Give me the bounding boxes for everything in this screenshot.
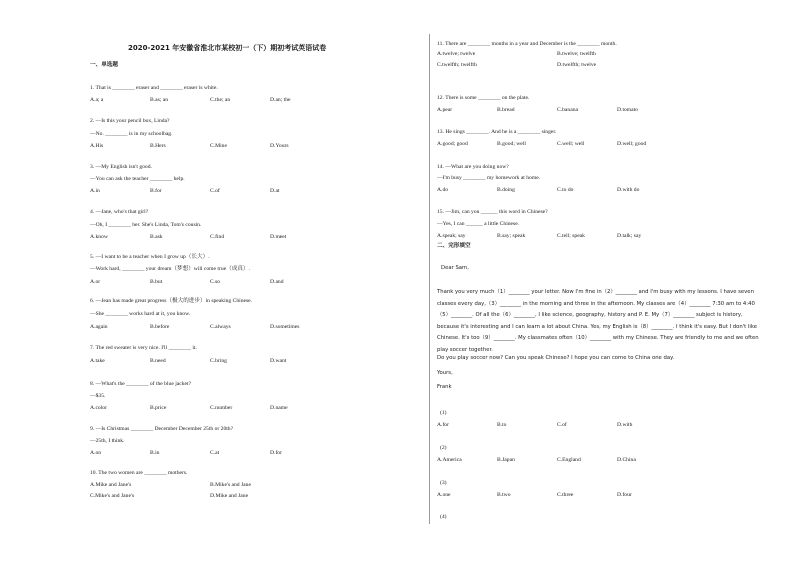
left-column <box>90 0 422 562</box>
option[interactable]: C.of <box>210 188 220 194</box>
question-stem: —You can ask the teacher ________ help. <box>90 176 185 182</box>
option[interactable]: B.two <box>497 492 511 498</box>
options-row <box>437 107 757 114</box>
options-row <box>437 62 757 69</box>
option[interactable]: D.for <box>270 450 282 456</box>
option[interactable]: B.Hers <box>150 143 166 149</box>
question-stem: —She ________ works hard at it, you know. <box>90 311 191 317</box>
question-stem: 6. —Jean has made great progress（极大的进步）in speaking Chinese. <box>90 298 253 304</box>
letter-yours: Yours, <box>437 370 453 376</box>
option[interactable]: C.always <box>210 324 231 330</box>
section-cloze: 二、完形填空 <box>437 243 471 249</box>
question-stem: 13. He sings ________. And he is a ________ singer. <box>437 129 557 135</box>
question-stem: 3. —My English isn't good. <box>90 164 152 170</box>
options-row <box>90 405 410 412</box>
page-title: 2020-2021 年安徽省淮北市某校初一（下）期初考试英语试卷 <box>128 44 327 52</box>
option[interactable]: D.meet <box>270 234 287 240</box>
question-stem: —I'm busy ________ my homework at home. <box>437 175 541 181</box>
options-row <box>437 492 757 499</box>
option[interactable]: C.twelfth; twelfth <box>437 62 477 68</box>
option[interactable]: D.talk; say <box>617 233 642 239</box>
option[interactable]: A.know <box>90 234 108 240</box>
option[interactable]: A.twelve; twelve <box>437 51 476 57</box>
option[interactable]: C.tell; speak <box>557 233 585 239</box>
option[interactable]: A.or <box>90 279 101 285</box>
section-single-choice: 一、单选题 <box>90 62 118 68</box>
option[interactable]: C.the; an <box>210 97 231 103</box>
options-row <box>90 234 410 241</box>
option[interactable]: D.an; the <box>270 97 291 103</box>
letter-signature: Frank <box>437 384 452 390</box>
option[interactable]: A.good; good <box>437 141 468 147</box>
question-stem: 14. —What are you doing now? <box>437 164 509 170</box>
option[interactable]: C.Mine <box>210 143 227 149</box>
options-row <box>90 97 410 104</box>
option[interactable]: D.with <box>617 422 633 428</box>
option[interactable]: B.to <box>497 422 507 428</box>
option[interactable]: A.on <box>90 450 102 456</box>
cloze-number: (1) <box>440 410 447 416</box>
option[interactable]: B.say; speak <box>497 233 526 239</box>
option[interactable]: B.for <box>150 188 162 194</box>
options-row <box>90 358 410 365</box>
options-row <box>437 422 757 429</box>
option[interactable]: C.to do <box>557 187 574 193</box>
question-stem: —Oh, I ________ her. She's Linda, Tom's cousin. <box>90 222 202 228</box>
option[interactable]: D.Yours <box>270 143 289 149</box>
option[interactable]: D.want <box>270 358 287 364</box>
options-row <box>437 51 757 58</box>
option[interactable]: C.bring <box>210 358 227 364</box>
option[interactable]: B.price <box>150 405 167 411</box>
options-row <box>437 233 757 240</box>
option[interactable]: A.in <box>90 188 100 194</box>
options-row <box>90 324 410 331</box>
option[interactable]: C.number <box>210 405 233 411</box>
option[interactable]: C.well; well <box>557 141 585 147</box>
question-stem: —25th, I think. <box>90 438 125 444</box>
question-stem: 4. —Jane, who's that girl? <box>90 209 149 215</box>
option[interactable]: B.good; well <box>497 141 526 147</box>
option[interactable]: A.do <box>437 187 449 193</box>
options-row <box>90 188 410 195</box>
option[interactable]: B.before <box>150 324 170 330</box>
option[interactable]: A.take <box>90 358 105 364</box>
options-row <box>90 450 410 457</box>
letter-body: Thank you very much（1）________ your letter. Now I'm fine in（2）________ and I'm busy with my lessons. I have seven classes every day,（3）________ in the morning and three in the afternoon. My classes are（4）________ 7:30 am to 4:40（5）________. Of all the（6）________, I like science, geography, history and P. E. My（7）________ subject is history, because it's interesting and I can learn a lot about China. Yes, my English is（8）________. I think it's easy. But I don't like Chinese. It's too（9）________. My classmates often（10）________ with my Chinese. They are friendly to me and we often play soccer together. <box>437 289 759 353</box>
option[interactable]: A.a; a <box>90 97 104 103</box>
option[interactable]: C.three <box>557 492 574 498</box>
option[interactable]: D.at <box>270 188 280 194</box>
option[interactable]: D.tomato <box>617 107 638 113</box>
cloze-number: (2) <box>440 445 447 451</box>
option[interactable]: D.four <box>617 492 632 498</box>
options-row <box>437 187 757 194</box>
options-row <box>90 482 410 489</box>
option[interactable]: A.for <box>437 422 449 428</box>
option[interactable]: D.and <box>270 279 284 285</box>
option[interactable]: B.doing <box>497 187 515 193</box>
option[interactable]: D.China <box>617 457 636 463</box>
option[interactable]: B.need <box>150 358 166 364</box>
question-stem: —No. ________ is in my schoolbag. <box>90 131 173 137</box>
letter-greeting: Dear Sam, <box>441 265 469 271</box>
option[interactable]: C.banana <box>557 107 578 113</box>
option[interactable]: C.so <box>210 279 221 285</box>
option[interactable]: B.in <box>150 450 160 456</box>
cloze-number: (4) <box>440 514 447 520</box>
option[interactable]: D.with do <box>617 187 640 193</box>
option[interactable]: A.again <box>90 324 108 330</box>
option[interactable]: B.but <box>150 279 163 285</box>
option[interactable]: B.Japan <box>497 457 515 463</box>
question-stem: 2. —Is this your pencil box, Linda? <box>90 118 170 124</box>
question-stem: 1. That is ________ eraser and ________ eraser is white. <box>90 85 218 91</box>
option[interactable]: A.color <box>90 405 107 411</box>
question-stem: 10. The two women are ________ mothers. <box>90 470 188 476</box>
question-stem: —Work hard, ________ your dream（梦想）will come true（成真）. <box>90 266 250 272</box>
option[interactable]: D.twelfth; twelve <box>557 62 597 68</box>
question-stem: 5. —I want to be a teacher when I grow up（长大）. <box>90 254 210 260</box>
option[interactable]: A.speak; say <box>437 233 466 239</box>
option[interactable]: D.well; good <box>617 141 647 147</box>
options-row <box>437 457 757 464</box>
option[interactable]: B.twelve; twelfth <box>557 51 596 57</box>
option[interactable]: C.Mike's and Jane's <box>90 493 135 499</box>
option[interactable]: A.America <box>437 457 462 463</box>
option[interactable]: B.as; an <box>150 97 169 103</box>
options-row <box>437 141 757 148</box>
option[interactable]: C.at <box>210 450 220 456</box>
option[interactable]: A.pear <box>437 107 453 113</box>
option[interactable]: B.bread <box>497 107 515 113</box>
option[interactable]: B.ask <box>150 234 163 240</box>
question-stem: 9. —Is Christmas ________ December December 25th or 20th? <box>90 426 234 432</box>
option[interactable]: D.Mike and Jane <box>210 493 249 499</box>
option[interactable]: A.one <box>437 492 451 498</box>
option[interactable]: C.of <box>557 422 567 428</box>
question-stem: 8. —What's the ________ of the blue jacket? <box>90 381 192 387</box>
option[interactable]: D.name <box>270 405 288 411</box>
options-row <box>90 143 410 150</box>
column-divider <box>429 34 430 524</box>
question-stem: 15. —Jim, can you ______ this word in Chinese? <box>437 209 548 215</box>
letter-question: Do you play soccer now? Can you speak Chinese? I hope you can come to China one day. <box>437 355 675 361</box>
question-stem: —Yes, I can ______ a little Chinese. <box>437 221 520 227</box>
option[interactable]: A.His <box>90 143 104 149</box>
option[interactable]: C.find <box>210 234 225 240</box>
option[interactable]: D.sometimes <box>270 324 300 330</box>
options-row <box>90 493 410 500</box>
question-stem: 11. There are ________ months in a year and December is the ________ month. <box>437 41 617 47</box>
cloze-number: (3) <box>440 480 447 486</box>
right-column <box>437 0 757 562</box>
question-stem: 7. The red sweater is very nice. I'll ________ it. <box>90 345 197 351</box>
question-stem: —$35. <box>90 393 106 399</box>
option[interactable]: B.Mike's and Jane <box>210 482 251 488</box>
option[interactable]: C.England <box>557 457 581 463</box>
option[interactable]: A.Mike and Jane's <box>90 482 132 488</box>
options-row <box>90 279 410 286</box>
question-stem: 12. There is some ________ on the plate. <box>437 95 530 101</box>
